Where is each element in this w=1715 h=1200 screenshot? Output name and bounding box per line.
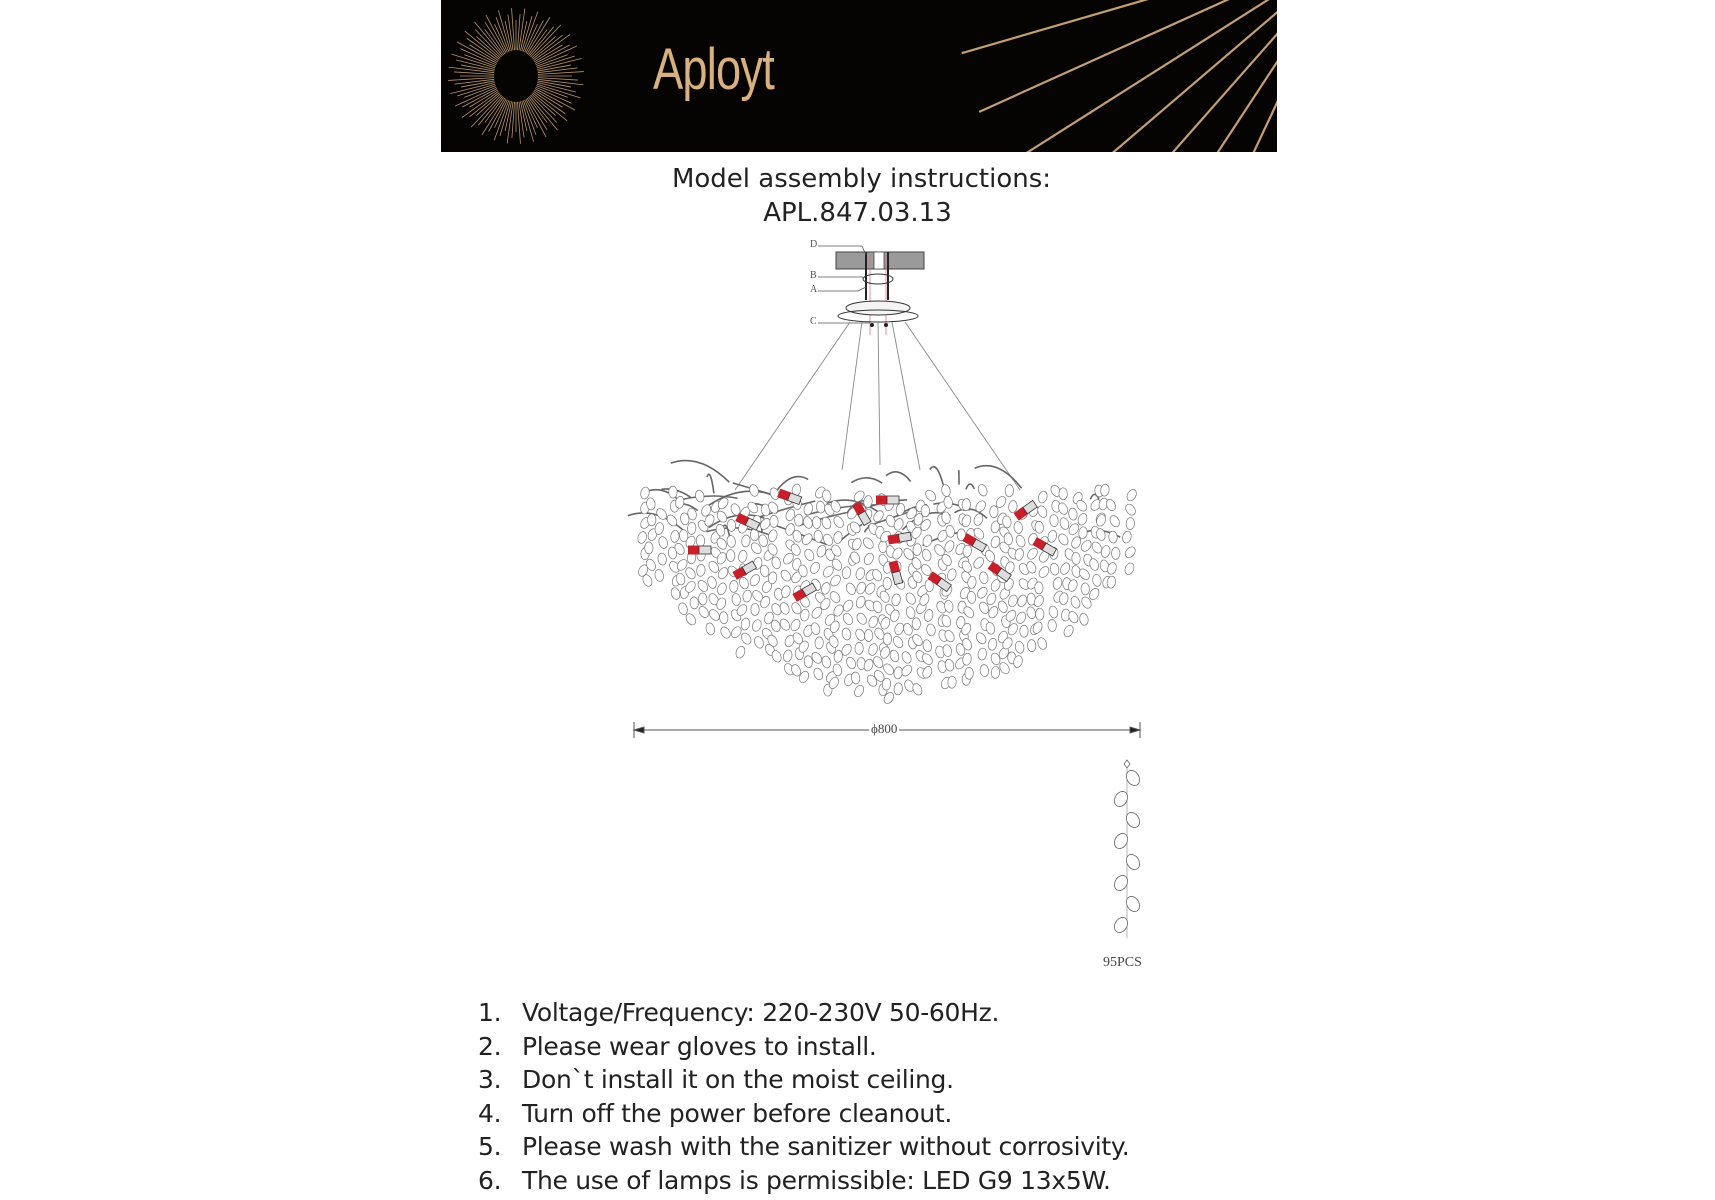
instruction-text: Don`t install it on the moist ceiling. [522,1065,954,1094]
instruction-number: 4. [478,1098,502,1128]
suspension-cables [735,322,1020,490]
part-label-a: A [810,284,818,295]
instruction-text: Voltage/Frequency: 220-230V 50-60Hz. [522,998,1000,1027]
instruction-item [478,996,1129,1030]
pendant-count-label: 95PCS [1103,955,1142,970]
instruction-item [478,1164,1129,1198]
instruction-text: Please wear gloves to install. [522,1031,877,1061]
instruction-item [478,1030,1129,1064]
instruction-number: 5. [478,1132,502,1161]
instruction-item [478,1097,1129,1131]
lamp-socket [688,546,711,555]
model-number: APL.847.03.13 [763,198,952,228]
instruction-number: 3. [478,1065,502,1094]
instruction-item [478,1130,1129,1164]
diameter-label: ϕ800 [871,721,898,736]
instruction-text: Please wash with the sanitizer without corrosivity. [522,1132,1130,1161]
part-label-c: C [810,316,817,327]
instructions-list [478,996,1129,1197]
instruction-text: The use of lamps is permissible: LED G9 13x5W. [522,1165,1111,1195]
page-title: Model assembly instructions: [671,164,1052,194]
part-label-d: D [810,239,818,250]
instruction-item [478,1063,1129,1097]
instruction-number: 6. [478,1165,502,1195]
lamp-socket [876,496,899,505]
part-label-b: B [810,270,817,281]
instruction-number: 1. [478,998,502,1027]
instruction-number: 2. [478,1031,502,1061]
pendant-strand [1112,760,1142,938]
brand-name: Aployt [653,37,775,102]
instruction-text: Turn off the power before cleanout. [522,1098,953,1128]
